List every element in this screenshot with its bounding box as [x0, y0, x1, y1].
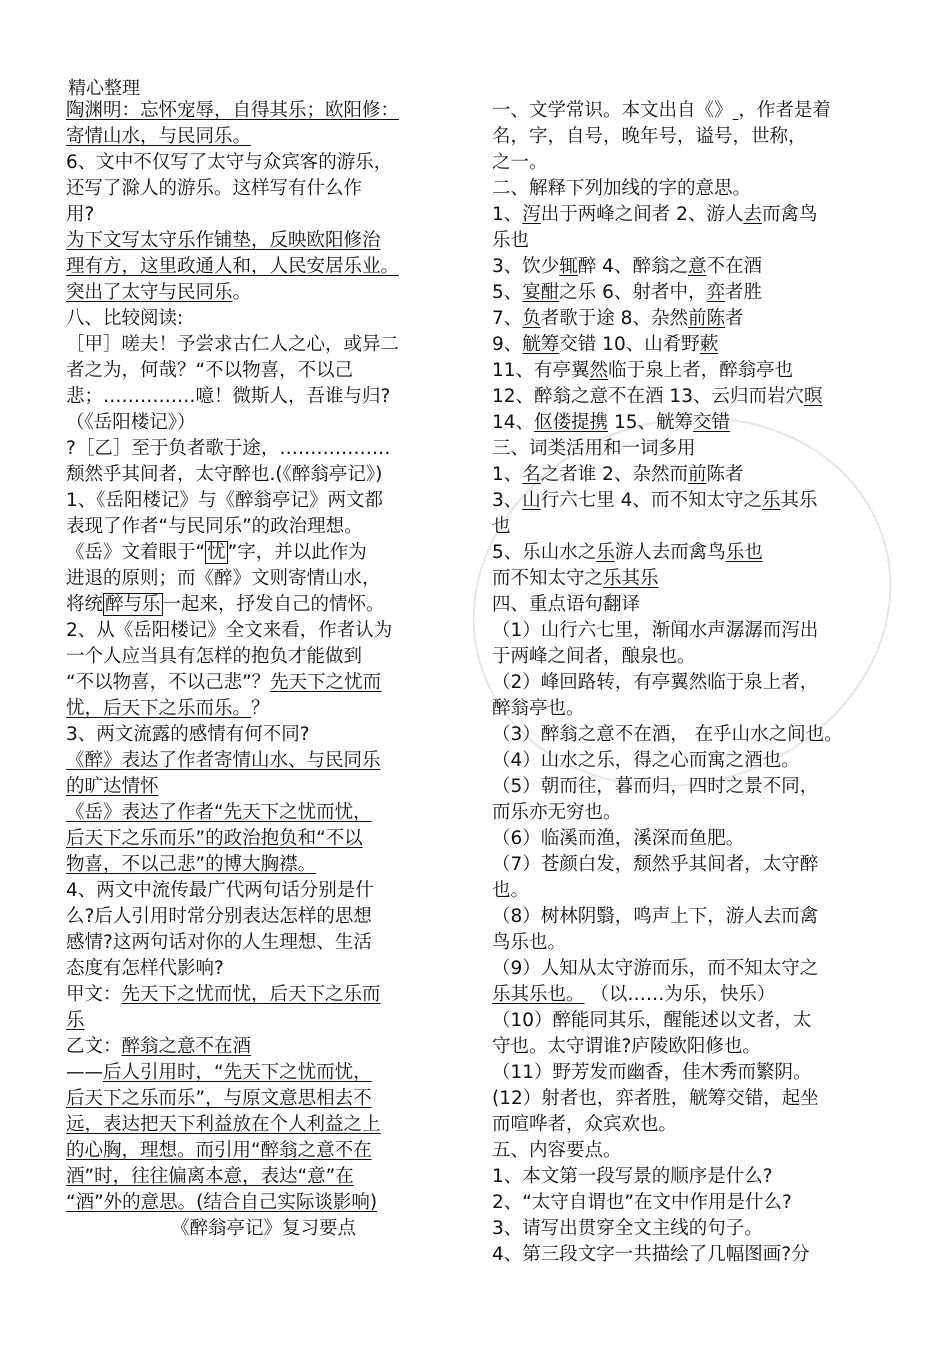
underlined-text: 寄情山水，与民同乐。 — [66, 126, 252, 147]
left-text-line — [66, 488, 461, 514]
text-segment: （4）山水之乐，得之心而寓之酒也。 — [492, 750, 800, 771]
left-text-line — [66, 150, 461, 176]
text-segment: 陈者 — [706, 464, 744, 485]
underlined-text: 前陈 — [687, 308, 725, 329]
text-segment: 乙文： — [66, 1036, 122, 1057]
right-text-line — [492, 904, 887, 930]
underlined-text: 的旷达情怀 — [66, 776, 159, 797]
text-segment: 11、有亭翼 — [492, 360, 590, 381]
right-text-line — [492, 800, 887, 826]
underlined-text: 醉翁之意不在酒 — [121, 1036, 252, 1057]
underlined-text: 乐 — [761, 490, 781, 511]
left-text-line — [66, 826, 461, 852]
right-text-line — [492, 670, 887, 696]
underlined-text: “酒”外的意思。(结合自己实际谈影响) — [66, 1192, 378, 1213]
left-text-line — [66, 878, 461, 904]
text-segment: 之一。 — [492, 152, 548, 173]
underlined-text: 意 — [687, 256, 707, 277]
text-segment: 一起来，抒发自己的情怀。 — [162, 594, 385, 615]
underlined-text: 忧，后天下之乐而乐。 — [66, 698, 252, 719]
left-text-line — [66, 748, 461, 774]
underlined-text: 伛偻提携 — [534, 412, 609, 433]
right-text-line — [492, 982, 887, 1008]
text-segment: 《醉翁亭记》复习要点 — [170, 1218, 356, 1239]
text-segment: 而不知太守之 — [492, 568, 604, 589]
text-segment: 么?后人引用时常分别表达怎样的思想 — [66, 906, 372, 927]
text-segment: 守也。太守谓谁?庐陵欧阳修也。 — [492, 1036, 761, 1057]
underlined-text: 乐其乐 — [603, 568, 659, 589]
underlined-text: 《岳》表达了作者“先天下之忧而忧， — [66, 802, 372, 823]
left-text-line — [66, 540, 461, 566]
text-segment: 6、文中不仅写了太守与众宾客的游乐， — [66, 152, 393, 173]
underlined-text: 《醉》表达了作者寄情山水、与民同乐 — [66, 750, 381, 771]
underlined-text: 理有方，这里政通人和，人民安居乐业。 — [66, 256, 400, 277]
left-text-line — [66, 306, 461, 332]
right-text-line — [492, 176, 887, 202]
right-text-line — [492, 228, 887, 254]
text-segment: （2）峰回路转，有亭翼然临于泉上者， — [492, 672, 819, 693]
text-segment: 7、 — [492, 308, 523, 329]
right-text-line — [492, 332, 887, 358]
text-segment: （1）山行六七里，渐闻水声潺潺而泻出 — [492, 620, 819, 641]
left-text-line — [66, 436, 461, 462]
underlined-text: 去 — [743, 204, 762, 225]
text-segment: ?［乙］至于负者歌于途，……………… — [66, 438, 391, 459]
left-text-line — [66, 566, 461, 592]
text-segment: 3、饮少 — [492, 256, 560, 277]
text-segment: 1、 — [492, 204, 523, 225]
left-column — [66, 98, 461, 1242]
text-segment: （11）野芳发而幽香，佳木秀而繁阴。 — [492, 1062, 812, 1083]
left-text-line — [66, 774, 461, 800]
text-segment: 一、文学常识。本文出自《》 — [492, 100, 733, 121]
left-text-line — [66, 124, 461, 150]
underlined-text: 前 — [687, 464, 707, 485]
right-text-line — [492, 1164, 887, 1190]
underlined-text: 后天下之乐而乐”，与原文意思相去不 — [66, 1088, 372, 1109]
right-text-line — [492, 306, 887, 332]
right-text-line — [492, 618, 887, 644]
text-segment: 1、 — [492, 464, 523, 485]
text-segment: 者 — [724, 308, 744, 329]
text-segment: 之者谁 2、杂然而 — [540, 464, 688, 485]
text-segment: ［甲］嗟夫！予尝求古仁人之心，或异二 — [66, 334, 400, 355]
text-segment: （6）临溪而渔，溪深而鱼肥。 — [492, 828, 745, 849]
left-text-line — [66, 1164, 461, 1190]
text-segment: 者之为，何哉？“不以物喜，不以己 — [66, 360, 354, 381]
text-segment: 者胜 — [724, 282, 762, 303]
text-segment: （5）朝而往，暮而归，四时之景不同， — [492, 776, 819, 797]
underlined-text: 乐也 — [725, 542, 763, 563]
underlined-text: 然 — [589, 360, 609, 381]
right-text-line — [492, 1034, 887, 1060]
text-segment: 表现了作者“与民同乐”的政治理想。 — [66, 516, 363, 537]
underlined-text: 酒”时，往往偏离本意，表达“意”在 — [66, 1166, 354, 1187]
text-segment: 2、“太守自谓也”在文中作用是什么? — [492, 1192, 792, 1213]
right-text-line — [492, 1190, 887, 1216]
text-segment: 于两峰之间者，酿泉也。 — [492, 646, 696, 667]
left-text-line — [66, 982, 461, 1008]
text-segment: 12、醉翁之意不在酒 13、云归而岩穴 — [492, 386, 804, 407]
left-text-line — [66, 358, 461, 384]
underlined-text: 的心胸，理想。而引用“醉翁之意不在 — [66, 1140, 372, 1161]
text-segment: 3、两文流露的感情有何不同? — [66, 724, 310, 745]
right-text-line — [492, 696, 887, 722]
text-segment: 也 — [492, 516, 511, 537]
right-text-line — [492, 644, 887, 670]
right-text-line — [492, 202, 887, 228]
text-segment: ，作者是着 — [738, 100, 831, 121]
right-text-line — [492, 722, 887, 748]
underlined-text: 远，表达把天下利益放在个人利益之上 — [66, 1114, 381, 1135]
right-text-line — [492, 488, 887, 514]
right-text-line — [492, 436, 887, 462]
text-segment: 4、第三段文字一共描绘了几幅图画?分 — [492, 1244, 810, 1265]
text-segment: —— — [66, 1062, 103, 1083]
left-text-line — [66, 202, 461, 228]
left-text-line — [66, 930, 461, 956]
text-segment: 四、重点语句翻译 — [492, 594, 641, 615]
page-header: 精心整理 — [68, 78, 140, 99]
underlined-text: 名 — [522, 464, 541, 485]
text-segment: 4、两文中流传最广代两句话分别是什 — [66, 880, 374, 901]
underlined-text: 弈 — [706, 282, 725, 303]
left-text-line — [66, 1060, 461, 1086]
text-segment: 进退的原则；而《醉》文则寄情山水， — [66, 568, 381, 589]
right-text-line — [492, 410, 887, 436]
right-text-line — [492, 514, 887, 540]
text-segment: 行六七里 4、而不知太守之 — [540, 490, 762, 511]
text-segment: 鸟乐也。 — [492, 932, 567, 953]
text-segment: 15、觥筹 — [608, 412, 693, 433]
right-text-line — [492, 1216, 887, 1242]
text-segment: 而乐亦无穷也。 — [492, 802, 622, 823]
underlined-text: 突出了太守与民同乐 — [66, 282, 233, 303]
left-text-line — [66, 228, 461, 254]
text-segment: (12）射者也，弈者胜，觥筹交错，起坐 — [492, 1088, 819, 1109]
text-segment: 9、 — [492, 334, 523, 355]
text-segment: 其乐 — [780, 490, 818, 511]
right-text-line — [492, 566, 887, 592]
text-segment: “不以物喜，不以己悲”？ — [66, 672, 271, 693]
underlined-text: 后天下之乐而乐”的政治抱负和“不以 — [66, 828, 363, 849]
right-text-line — [492, 1060, 887, 1086]
text-segment: 态度有怎样代影响? — [66, 958, 224, 979]
text-segment: （7）苍颜白发，颓然乎其间者，太守醉 — [492, 854, 819, 875]
left-text-line — [66, 462, 461, 488]
underlined-text: 先天下之忧而忧，后天下之乐而 — [121, 984, 381, 1005]
right-text-line — [492, 1008, 887, 1034]
right-text-line — [492, 1112, 887, 1138]
right-text-line — [492, 956, 887, 982]
right-text-line — [492, 878, 887, 904]
text-segment: 还写了滁人的游乐。这样写有什么作 — [66, 178, 363, 199]
left-text-line — [66, 800, 461, 826]
text-segment: （以……为乐，快乐） — [584, 984, 776, 1005]
left-text-line — [66, 1034, 461, 1060]
underlined-text: 蔌 — [699, 334, 719, 355]
text-segment: 临于泉上者，醉翁亭也 — [608, 360, 794, 381]
boxed-text: 忧 — [207, 542, 226, 563]
text-segment: 而禽鸟 — [761, 204, 818, 225]
underlined-text: 山 — [522, 490, 541, 511]
left-text-line — [66, 176, 461, 202]
underlined-text: 乐 — [66, 1010, 85, 1031]
text-segment: 一个人应当具有怎样的抱负才能做到 — [66, 646, 363, 667]
text-segment: 之乐 6、射者中， — [559, 282, 707, 303]
underlined-text: 陶渊明：忘怀宠辱，自得其乐；欧阳修： — [66, 100, 400, 121]
text-segment: 三、词类活用和一词多用 — [492, 438, 696, 459]
right-text-line — [492, 358, 887, 384]
underlined-text: 物喜，不以己悲”的博大胸襟。 — [66, 854, 317, 875]
text-segment: 出于两峰之间者 2、游人 — [540, 204, 744, 225]
text-segment: 醉 4、醉翁之 — [577, 256, 688, 277]
text-segment: 2、从《岳阳楼记》全文来看，作者认为 — [66, 620, 393, 641]
right-text-line — [492, 150, 887, 176]
underlined-text: 泻 — [522, 204, 541, 225]
underlined-text: 宴酣 — [522, 282, 560, 303]
text-segment: 名，字，自号，晚年号，谥号，世称， — [492, 126, 807, 147]
text-segment: 二、解释下列加线的字的意思。 — [492, 178, 752, 199]
text-segment: 也。 — [492, 880, 530, 901]
left-text-line — [66, 644, 461, 670]
text-segment: 将统 — [66, 594, 104, 615]
right-text-line — [492, 852, 887, 878]
text-segment: 不在酒 — [706, 256, 762, 277]
underlined-text: 辄 — [559, 256, 578, 277]
underlined-text: 为下文写太守乐作铺垫，反映欧阳修治 — [66, 230, 381, 251]
right-text-line — [492, 384, 887, 410]
text-segment: 者歌于途 8、杂然 — [540, 308, 688, 329]
text-segment: 颓然乎其间者，太守醉也.(《醉翁亭记》) — [66, 464, 383, 485]
left-text-line — [66, 410, 461, 436]
left-text-line — [66, 514, 461, 540]
left-text-line — [66, 722, 461, 748]
text-segment: 乐也 — [492, 230, 530, 251]
left-text-line — [66, 280, 461, 306]
text-segment: 3、 — [492, 490, 523, 511]
left-text-line — [66, 1190, 461, 1216]
left-text-line — [66, 1138, 461, 1164]
right-text-line — [492, 540, 887, 566]
text-segment: 醉翁亭也。 — [492, 698, 585, 719]
text-segment: 。 — [232, 282, 252, 303]
left-text-line — [66, 332, 461, 358]
underlined-text: 先天下之忧而 — [270, 672, 382, 693]
text-segment: 3、请写出贯穿全文主线的句子。 — [492, 1218, 763, 1239]
left-text-line — [66, 852, 461, 878]
text-segment: 1、本文第一段写景的顺序是什么? — [492, 1166, 773, 1187]
left-text-line — [66, 1086, 461, 1112]
right-text-line — [492, 1242, 887, 1268]
text-segment: ？ — [251, 698, 270, 719]
underlined-text: 交错 — [692, 412, 730, 433]
left-text-line — [66, 98, 461, 124]
text-segment: 交错 10、山肴野 — [559, 334, 700, 355]
left-text-line — [66, 696, 461, 722]
right-text-line — [492, 124, 887, 150]
text-segment: 5、乐山水之 — [492, 542, 597, 563]
boxed-text: 醉与乐 — [105, 594, 161, 615]
text-segment: 而喧哗者，众宾欢也。 — [492, 1114, 678, 1135]
text-segment: 悲；……………噫！微斯人，吾谁与归? — [66, 386, 391, 407]
left-text-line — [66, 1216, 461, 1242]
underlined-text: 乐其乐也。 — [492, 984, 585, 1005]
text-segment: 14、 — [492, 412, 535, 433]
underlined-text: 乐 — [596, 542, 615, 563]
underlined-text: 觥筹 — [522, 334, 560, 355]
right-text-line — [492, 592, 887, 618]
right-text-line — [492, 98, 887, 124]
right-text-line — [492, 826, 887, 852]
text-segment: 用? — [66, 204, 95, 225]
left-text-line — [66, 384, 461, 410]
text-segment: 游人去而禽鸟 — [614, 542, 726, 563]
text-segment: 1、《岳阳楼记》与《醉翁亭记》两文都 — [66, 490, 384, 511]
left-text-line — [66, 1008, 461, 1034]
text-segment: 5、 — [492, 282, 523, 303]
right-column — [492, 98, 887, 1268]
underlined-text: 暝 — [803, 386, 823, 407]
left-text-line — [66, 618, 461, 644]
text-segment: 感情?这两句话对你的人生理想、生活 — [66, 932, 372, 953]
text-segment: 五、内容要点。 — [492, 1140, 622, 1161]
right-text-line — [492, 774, 887, 800]
text-segment: ”字，并以此作为 — [227, 542, 367, 563]
text-segment: （8）树林阴翳，鸣声上下，游人去而禽 — [492, 906, 819, 927]
right-text-line — [492, 930, 887, 956]
left-text-line — [66, 956, 461, 982]
left-text-line — [66, 904, 461, 930]
underlined-text: 负 — [522, 308, 541, 329]
text-segment: 甲文： — [66, 984, 122, 1005]
right-text-line — [492, 254, 887, 280]
text-segment: 《岳》文着眼于“ — [66, 542, 206, 563]
right-text-line — [492, 748, 887, 774]
left-text-line — [66, 254, 461, 280]
underlined-text: 后人引用时，“先天下之忧而忧， — [103, 1062, 372, 1083]
right-text-line — [492, 462, 887, 488]
text-segment: （10）醉能同其乐，醒能述以文者，太 — [492, 1010, 812, 1031]
right-text-line — [492, 1138, 887, 1164]
text-segment: （《岳阳楼记》） — [66, 412, 196, 433]
left-text-line — [66, 1112, 461, 1138]
text-segment: （9）人知从太守游而乐，而不知太守之 — [492, 958, 819, 979]
left-text-line — [66, 670, 461, 696]
text-segment: （3）醉翁之意不在酒， 在乎山水之间也。 — [492, 724, 843, 745]
right-text-line — [492, 1086, 887, 1112]
right-text-line — [492, 280, 887, 306]
text-segment: 八、比较阅读: — [66, 308, 184, 329]
left-text-line — [66, 592, 461, 618]
